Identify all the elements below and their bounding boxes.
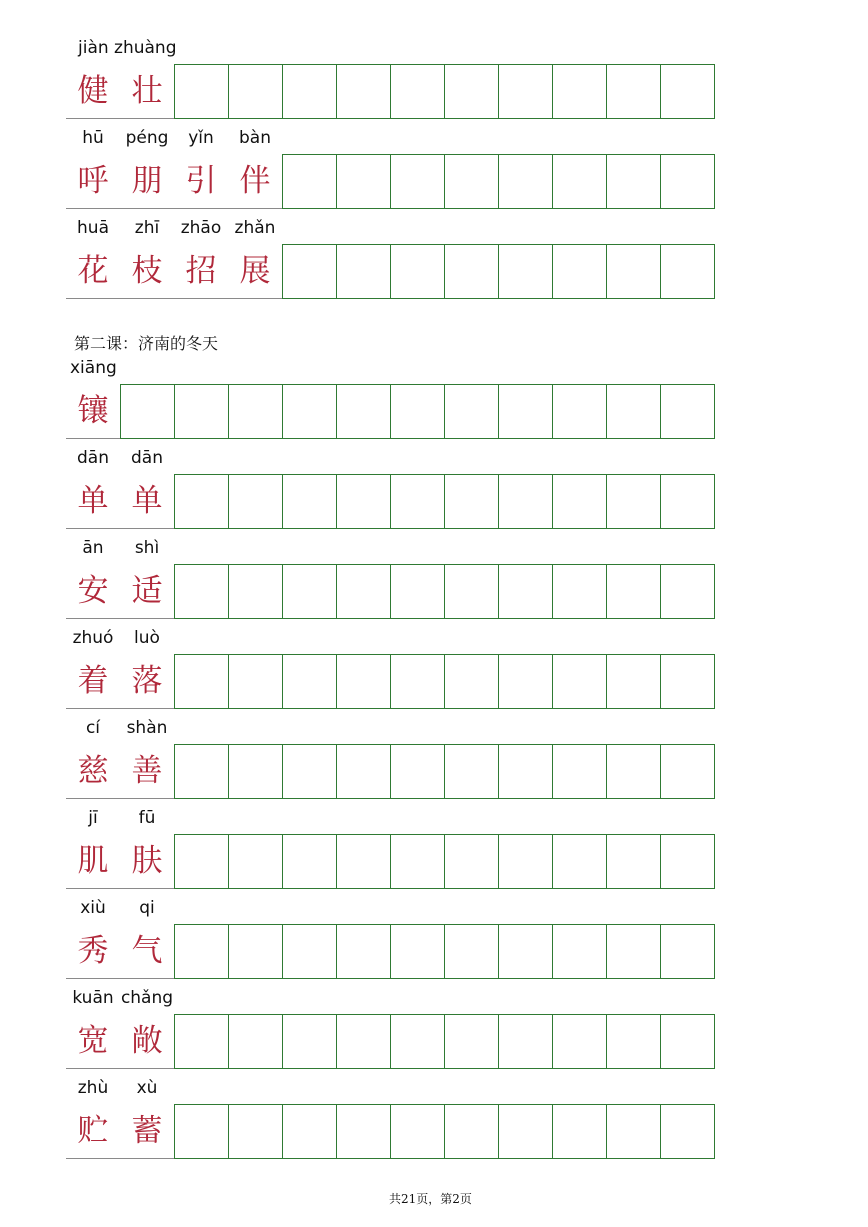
pinyin-label: péng — [125, 128, 169, 148]
writing-cell[interactable] — [336, 924, 391, 979]
model-character: 招 — [185, 253, 217, 289]
writing-cell[interactable] — [174, 64, 229, 119]
pinyin-label: zhù — [77, 1078, 109, 1098]
writing-cell[interactable] — [660, 1104, 715, 1159]
writing-cell[interactable] — [498, 244, 553, 299]
writing-cell[interactable] — [606, 1104, 661, 1159]
pinyin-label: zhuó — [72, 628, 114, 648]
writing-cell[interactable] — [552, 924, 607, 979]
model-character: 枝 — [131, 253, 163, 289]
writing-cell[interactable] — [606, 924, 661, 979]
writing-cell[interactable] — [282, 834, 337, 889]
writing-cell[interactable] — [390, 474, 445, 529]
model-character: 引 — [185, 163, 217, 199]
writing-cell[interactable] — [228, 1104, 283, 1159]
writing-cell[interactable] — [606, 244, 661, 299]
row-baseline — [66, 708, 174, 709]
writing-cell[interactable] — [552, 384, 607, 439]
pinyin-label: cí — [85, 718, 101, 738]
writing-cell[interactable] — [228, 924, 283, 979]
writing-cell[interactable] — [336, 1014, 391, 1069]
page-footer: 共21页，第2页 — [389, 1192, 472, 1206]
writing-cell[interactable] — [228, 654, 283, 709]
writing-cell[interactable] — [282, 564, 337, 619]
writing-cell[interactable] — [552, 154, 607, 209]
writing-cell[interactable] — [606, 744, 661, 799]
writing-cell[interactable] — [498, 654, 553, 709]
writing-cell[interactable] — [444, 834, 499, 889]
row-baseline — [66, 1068, 174, 1069]
writing-cell[interactable] — [120, 384, 175, 439]
writing-cell[interactable] — [606, 834, 661, 889]
writing-cell[interactable] — [390, 244, 445, 299]
writing-cell[interactable] — [228, 64, 283, 119]
writing-cell[interactable] — [498, 384, 553, 439]
writing-cell[interactable] — [390, 924, 445, 979]
writing-cell[interactable] — [228, 834, 283, 889]
writing-cell[interactable] — [336, 564, 391, 619]
pinyin-label: hū — [82, 128, 104, 148]
pinyin-label: jī — [88, 808, 98, 828]
writing-cell[interactable] — [390, 564, 445, 619]
pinyin-label: qi — [139, 898, 155, 918]
writing-cell[interactable] — [552, 834, 607, 889]
model-character: 慈 — [77, 753, 109, 789]
writing-cell[interactable] — [552, 474, 607, 529]
model-character: 安 — [77, 573, 109, 609]
row-baseline — [66, 978, 174, 979]
writing-cell[interactable] — [660, 564, 715, 619]
model-character: 镶 — [77, 393, 109, 429]
model-character: 展 — [239, 253, 271, 289]
writing-cell[interactable] — [228, 384, 283, 439]
row-baseline — [66, 528, 174, 529]
writing-cell[interactable] — [498, 64, 553, 119]
writing-cell[interactable] — [336, 64, 391, 119]
writing-cell[interactable] — [660, 154, 715, 209]
pinyin-label: shàn — [126, 718, 168, 738]
writing-cell[interactable] — [606, 64, 661, 119]
pinyin-label: dān — [131, 448, 163, 468]
writing-cell[interactable] — [498, 1104, 553, 1159]
writing-cell[interactable] — [444, 244, 499, 299]
writing-cell[interactable] — [606, 1014, 661, 1069]
writing-cell[interactable] — [498, 154, 553, 209]
pinyin-label: ān — [82, 538, 104, 558]
writing-cell[interactable] — [228, 1014, 283, 1069]
model-character: 宽 — [77, 1023, 109, 1059]
writing-cell[interactable] — [498, 744, 553, 799]
writing-cell[interactable] — [174, 834, 229, 889]
writing-cell[interactable] — [390, 744, 445, 799]
pinyin-label: kuān — [72, 988, 114, 1008]
writing-cell[interactable] — [660, 384, 715, 439]
writing-cell[interactable] — [174, 1104, 229, 1159]
lesson-2-title: 第二课：济南的冬天 — [74, 334, 219, 353]
row-baseline — [66, 798, 174, 799]
writing-cell[interactable] — [336, 244, 391, 299]
writing-cell[interactable] — [228, 744, 283, 799]
writing-cell[interactable] — [606, 564, 661, 619]
writing-cell[interactable] — [228, 564, 283, 619]
pinyin-label: huā — [77, 218, 109, 238]
model-character: 单 — [131, 483, 163, 519]
model-character: 落 — [131, 663, 163, 699]
pinyin-label: zhāo — [180, 218, 222, 238]
writing-cell[interactable] — [390, 1014, 445, 1069]
model-character: 单 — [77, 483, 109, 519]
writing-cell[interactable] — [282, 474, 337, 529]
writing-cell[interactable] — [174, 564, 229, 619]
pinyin-label: zhǎn — [234, 218, 276, 238]
writing-cell[interactable] — [282, 1104, 337, 1159]
writing-cell[interactable] — [174, 1014, 229, 1069]
writing-cell[interactable] — [228, 474, 283, 529]
writing-cell[interactable] — [660, 744, 715, 799]
writing-cell[interactable] — [282, 1014, 337, 1069]
model-character: 肌 — [77, 843, 109, 879]
writing-cell[interactable] — [552, 244, 607, 299]
model-character: 敞 — [131, 1023, 163, 1059]
writing-cell[interactable] — [498, 924, 553, 979]
row-baseline — [66, 208, 282, 209]
writing-cell[interactable] — [282, 154, 337, 209]
writing-cell[interactable] — [552, 1104, 607, 1159]
model-character: 着 — [77, 663, 109, 699]
writing-cell[interactable] — [660, 654, 715, 709]
writing-cell[interactable] — [552, 1014, 607, 1069]
model-character: 贮 — [77, 1113, 109, 1149]
writing-cell[interactable] — [336, 154, 391, 209]
row-baseline — [66, 438, 120, 439]
pinyin-label: jiàn zhuàng — [78, 38, 177, 58]
writing-cell[interactable] — [498, 834, 553, 889]
pinyin-label: shì — [134, 538, 160, 558]
writing-cell[interactable] — [282, 244, 337, 299]
writing-cell[interactable] — [552, 64, 607, 119]
writing-cell[interactable] — [336, 834, 391, 889]
writing-cell[interactable] — [336, 384, 391, 439]
writing-cell[interactable] — [282, 654, 337, 709]
writing-cell[interactable] — [390, 834, 445, 889]
writing-cell[interactable] — [174, 924, 229, 979]
model-character: 呼 — [77, 163, 109, 199]
writing-cell[interactable] — [552, 654, 607, 709]
pinyin-label: xù — [136, 1078, 158, 1098]
row-baseline — [66, 298, 282, 299]
writing-cell[interactable] — [390, 654, 445, 709]
model-character: 健 — [77, 73, 109, 109]
model-character: 适 — [131, 573, 163, 609]
writing-cell[interactable] — [336, 474, 391, 529]
model-character: 壮 — [131, 73, 163, 109]
writing-cell[interactable] — [660, 1014, 715, 1069]
writing-cell[interactable] — [282, 384, 337, 439]
writing-cell[interactable] — [660, 924, 715, 979]
writing-cell[interactable] — [282, 64, 337, 119]
row-baseline — [66, 888, 174, 889]
writing-cell[interactable] — [444, 154, 499, 209]
pinyin-label: luò — [134, 628, 160, 648]
writing-cell[interactable] — [606, 474, 661, 529]
row-baseline — [66, 118, 174, 119]
writing-cell[interactable] — [336, 1104, 391, 1159]
model-character: 花 — [77, 253, 109, 289]
pinyin-label: zhī — [134, 218, 160, 238]
writing-cell[interactable] — [444, 564, 499, 619]
writing-cell[interactable] — [282, 744, 337, 799]
pinyin-label: xiù — [80, 898, 106, 918]
writing-cell[interactable] — [444, 64, 499, 119]
row-baseline — [66, 618, 174, 619]
writing-cell[interactable] — [444, 384, 499, 439]
writing-cell[interactable] — [174, 744, 229, 799]
writing-cell[interactable] — [498, 564, 553, 619]
model-character: 蓄 — [131, 1113, 163, 1149]
writing-cell[interactable] — [444, 1014, 499, 1069]
writing-cell[interactable] — [444, 744, 499, 799]
writing-cell[interactable] — [390, 1104, 445, 1159]
model-character: 气 — [131, 933, 163, 969]
writing-cell[interactable] — [660, 474, 715, 529]
writing-cell[interactable] — [444, 924, 499, 979]
pinyin-label: fū — [138, 808, 156, 828]
writing-cell[interactable] — [390, 154, 445, 209]
pinyin-label: chǎng — [120, 988, 174, 1008]
writing-cell[interactable] — [174, 384, 229, 439]
writing-cell[interactable] — [660, 834, 715, 889]
pinyin-label: yǐn — [188, 128, 214, 148]
writing-cell[interactable] — [174, 654, 229, 709]
writing-cell[interactable] — [444, 654, 499, 709]
writing-cell[interactable] — [660, 244, 715, 299]
writing-cell[interactable] — [606, 384, 661, 439]
writing-cell[interactable] — [336, 654, 391, 709]
writing-cell[interactable] — [282, 924, 337, 979]
writing-cell[interactable] — [336, 744, 391, 799]
writing-cell[interactable] — [174, 474, 229, 529]
writing-cell[interactable] — [390, 384, 445, 439]
writing-cell[interactable] — [552, 744, 607, 799]
pinyin-label: dān — [77, 448, 109, 468]
model-character: 伴 — [239, 163, 271, 199]
model-character: 秀 — [77, 933, 109, 969]
pinyin-label: xiāng — [70, 358, 117, 378]
writing-cell[interactable] — [498, 1014, 553, 1069]
writing-cell[interactable] — [444, 474, 499, 529]
pinyin-label: bàn — [239, 128, 271, 148]
writing-cell[interactable] — [552, 564, 607, 619]
writing-cell[interactable] — [606, 154, 661, 209]
writing-cell[interactable] — [444, 1104, 499, 1159]
writing-cell[interactable] — [498, 474, 553, 529]
writing-cell[interactable] — [660, 64, 715, 119]
model-character: 善 — [131, 753, 163, 789]
row-baseline — [66, 1158, 174, 1159]
writing-cell[interactable] — [606, 654, 661, 709]
writing-cell[interactable] — [390, 64, 445, 119]
model-character: 朋 — [131, 163, 163, 199]
model-character: 肤 — [131, 843, 163, 879]
